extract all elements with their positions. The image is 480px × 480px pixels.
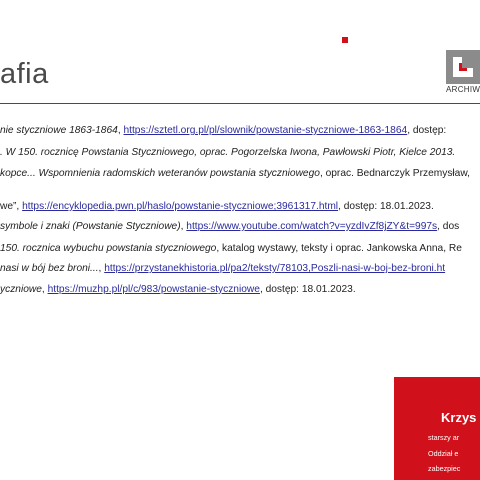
author-card (394, 377, 480, 480)
logo-inner-gray (462, 57, 473, 68)
author-name: Krzys (441, 410, 477, 425)
header-divider (0, 103, 480, 104)
entry-link[interactable]: https://przystanekhistoria.pl/pa2/teksty/78103,Poszli-nasi-w-boj-bez-broni.ht (104, 263, 446, 274)
entry-link[interactable]: https://sztetl.org.pl/pl/slownik/powstanie-styczniowe-1863-1864 (123, 125, 408, 136)
page-title: afia (0, 58, 49, 90)
entry-link[interactable]: https://www.youtube.com/watch?v=yzdIvZf8jZY&t=997s (186, 221, 438, 232)
entry-suffix: , dostęp: (407, 125, 447, 136)
entry-title: yczniowe (0, 284, 42, 295)
entry-separator: , (180, 221, 187, 232)
entry-suffix: , oprac. Bednarczyk Przemysław, (319, 168, 470, 179)
bibliography-entry (0, 201, 434, 212)
entry-title: nasi w bój bez broni... (0, 263, 99, 274)
entry-separator: , (117, 125, 124, 136)
bibliography-entry (0, 263, 445, 274)
entry-title: . W 150. rocznicę Powstania Styczniowego, oprac. Pogorzelska Iwona, Pawłowski Piotr, Kielce 2013. (0, 147, 456, 158)
author-department-cont: zabezpiec (428, 464, 461, 473)
entry-suffix: , dos (437, 221, 460, 232)
bibliography-entry (0, 284, 356, 295)
entry-title: we”, (0, 201, 23, 212)
bibliography-entry (0, 125, 446, 136)
entry-title: symbole i znaki (Powstanie Styczniowe) (0, 221, 181, 232)
entry-link[interactable]: https://encyklopedia.pwn.pl/haslo/powstanie-styczniowe;3961317.html (22, 201, 339, 212)
entry-suffix: , katalog wystawy, teksty i oprac. Jankowska Anna, Re (216, 243, 462, 254)
bibliography-entry (0, 168, 470, 179)
entry-separator: , (98, 263, 105, 274)
author-department: Oddział e (428, 449, 459, 458)
entry-link[interactable]: https://muzhp.pl/pl/c/983/powstanie-styczniowe (47, 284, 260, 295)
author-role: starszy ar (428, 433, 460, 442)
bibliography-entry (0, 221, 459, 232)
decorative-red-square (342, 37, 348, 43)
archive-label: ARCHIW (446, 85, 480, 94)
bibliography-entry (0, 147, 455, 158)
entry-title: 150. rocznica wybuchu powstania styczniowego (0, 243, 217, 254)
entry-title: nie styczniowe 1863-1864 (0, 125, 118, 136)
archive-logo-icon (446, 50, 480, 84)
bibliography-entry (0, 243, 462, 254)
entry-suffix: , dostęp: 18.01.2023. (259, 284, 356, 295)
entry-suffix: , dostęp: 18.01.2023. (338, 201, 434, 212)
entry-title: kopce... Wspomnienia radomskich weteranów powstania styczniowego (0, 168, 320, 179)
entry-separator: , (41, 284, 48, 295)
